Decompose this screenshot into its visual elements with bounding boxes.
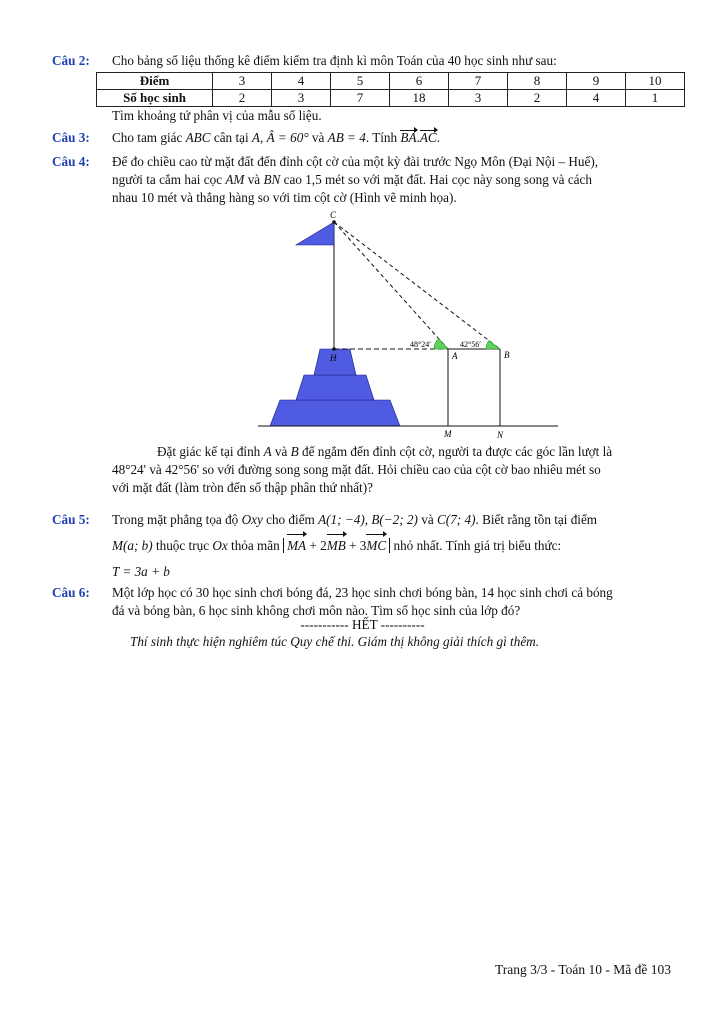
math-point-b: B(−2; 2) [371, 512, 418, 527]
vector-norm [283, 538, 390, 553]
question-4-label: Câu 4: [52, 154, 90, 169]
math-angle: Â = 60° [266, 130, 309, 145]
count-cell: 3 [272, 90, 331, 107]
platform-base [270, 400, 400, 426]
angle-arc-a [434, 339, 448, 349]
count-cell: 7 [331, 90, 390, 107]
text-run: và [308, 130, 328, 145]
text-run: và [244, 172, 264, 187]
question-2 [52, 52, 674, 70]
count-cell: 3 [449, 90, 508, 107]
text-run: cân tại [210, 130, 252, 145]
vector-mc: MC [366, 533, 386, 559]
coefficient-3: + 3 [345, 538, 367, 553]
angle-arc-b [486, 341, 500, 350]
text-run: để ngắm đến đỉnh cột cờ, người ta được các góc lần lượt là [298, 444, 613, 459]
vector-ba: BA [400, 130, 417, 145]
score-table [96, 72, 685, 107]
math-am: AM [225, 172, 245, 187]
count-cell: 1 [626, 90, 685, 107]
label-h: H [330, 353, 337, 363]
question-5 [52, 507, 674, 585]
question-3-text [112, 129, 674, 147]
math-ab: AB = 4 [327, 130, 366, 145]
text-run: Đặt giác kế tại đỉnh [157, 444, 264, 459]
angle-label-2: 42°56′ [460, 340, 481, 349]
score-cell: 8 [508, 73, 567, 90]
text-run: thỏa mãn [227, 538, 284, 553]
sight-line-cb [334, 222, 500, 349]
text-run: . Biết rằng tồn tại điểm [475, 512, 598, 527]
point-c [332, 220, 336, 224]
question-5-expression: T = 3a + b [112, 564, 170, 579]
question-2-text: Cho bảng số liệu thống kê điểm kiểm tra định kì môn Toán của 40 học sinh như sau: [112, 53, 557, 68]
text-run: . [436, 130, 440, 145]
platform-middle [296, 375, 374, 400]
end-marker: ----------- HẾT ---------- [300, 617, 425, 632]
exam-note: Thí sinh thực hiện nghiêm túc Quy chế thi. Giám thị không giải thích gì thêm. [130, 634, 539, 649]
text-run: , [364, 512, 372, 527]
score-cell: 6 [390, 73, 449, 90]
question-2-task: Tìm khoảng tứ phân vị của mẫu số liệu. [112, 108, 322, 123]
score-row [97, 73, 685, 90]
vector-mb: MB [327, 533, 346, 559]
label-c: C [330, 210, 337, 220]
sight-line-ca [334, 222, 448, 349]
question-2-label: Câu 2: [52, 53, 90, 68]
math-point-a: A(1; −4) [318, 512, 365, 527]
score-header: Điểm [97, 73, 213, 90]
question-4-line-1: Để đo chiều cao từ mặt đất đến đỉnh cột cờ của một kỳ đài trước Ngọ Môn (Đại Nội – Huế), [112, 154, 599, 169]
question-4-para-line-3: với mặt đất (làm tròn đến số thập phân thứ nhất)? [112, 480, 373, 495]
score-cell: 7 [449, 73, 508, 90]
question-6-line-1: Một lớp học có 30 học sinh chơi bóng đá, 23 học sinh chơi bóng bàn, 14 học sinh chơi cả bóng [112, 585, 613, 600]
coefficient-2: + 2 [306, 538, 327, 553]
score-cell: 9 [567, 73, 626, 90]
math-oxy: Oxy [241, 512, 263, 527]
page-footer: Trang 3/3 - Toán 10 - Mã đề 103 [494, 962, 671, 977]
math-ox: Ox [212, 538, 228, 553]
count-row [97, 90, 685, 107]
math-point-c: C(7; 4) [437, 512, 476, 527]
vector-ma: MA [287, 533, 306, 559]
question-6-label: Câu 6: [52, 585, 90, 600]
math-a: A [263, 444, 272, 459]
math-a: A [251, 130, 260, 145]
text-run: người ta cắm hai cọc [112, 172, 226, 187]
text-run: và [417, 512, 437, 527]
question-4 [52, 153, 674, 207]
question-5-line-2 [112, 533, 674, 559]
flagpole-figure [250, 208, 580, 443]
label-a: A [452, 351, 458, 361]
dot-operator: . [416, 130, 420, 145]
math-abc: ABC [185, 130, 211, 145]
text-run: Trong mặt phẳng tọa độ [112, 512, 242, 527]
question-5-label: Câu 5: [52, 512, 90, 527]
math-b: B [290, 444, 299, 459]
question-4-para-line-1 [112, 443, 674, 461]
score-cell: 10 [626, 73, 685, 90]
question-4-para-line-2: 48°24' và 42°56' so với đường song song mặt đất. Hỏi chiều cao của cột cờ bao nhiêu mét so [112, 462, 601, 477]
label-m: M [444, 429, 452, 439]
math-point-m: M(a; b) [112, 538, 153, 553]
flag-icon [296, 222, 334, 245]
count-header: Số học sinh [97, 90, 213, 107]
angle-label-1: 48°24′ [410, 340, 431, 349]
question-3-label: Câu 3: [52, 130, 90, 145]
score-cell: 5 [331, 73, 390, 90]
text-run: cao 1,5 mét so với mặt đất. Hai cọc này song song và cách [280, 172, 592, 187]
question-6-line-2: đá và bóng bàn, 6 học sinh không chơi môn nào. Tìm số học sinh của lớp đó? [112, 603, 521, 618]
count-cell: 2 [508, 90, 567, 107]
count-cell: 4 [567, 90, 626, 107]
question-4-line-3: nhau 10 mét và thẳng hàng so với tim cột cờ (Hình vẽ minh họa). [112, 190, 457, 205]
count-cell: 2 [213, 90, 272, 107]
question-3 [52, 129, 674, 147]
vector-ac: AC [419, 130, 437, 145]
score-cell: 4 [272, 73, 331, 90]
question-4-line-2 [112, 171, 674, 189]
label-b: B [504, 350, 510, 360]
question-2-task-line [52, 107, 674, 125]
label-n: N [497, 430, 504, 440]
text-run: cho điểm [262, 512, 319, 527]
text-run: Cho tam giác [112, 130, 186, 145]
count-cell: 18 [390, 90, 449, 107]
question-6 [52, 584, 674, 620]
text-run: nhỏ nhất. Tính giá trị biểu thức: [390, 538, 562, 553]
text-run: và [271, 444, 291, 459]
text-run: . Tính [365, 130, 401, 145]
point-h [332, 347, 336, 351]
text-run: thuộc trục [152, 538, 213, 553]
score-cell: 3 [213, 73, 272, 90]
question-5-line-1 [112, 507, 674, 533]
math-bn: BN [263, 172, 281, 187]
text-run: , [259, 130, 267, 145]
question-4-paragraph [52, 443, 674, 497]
